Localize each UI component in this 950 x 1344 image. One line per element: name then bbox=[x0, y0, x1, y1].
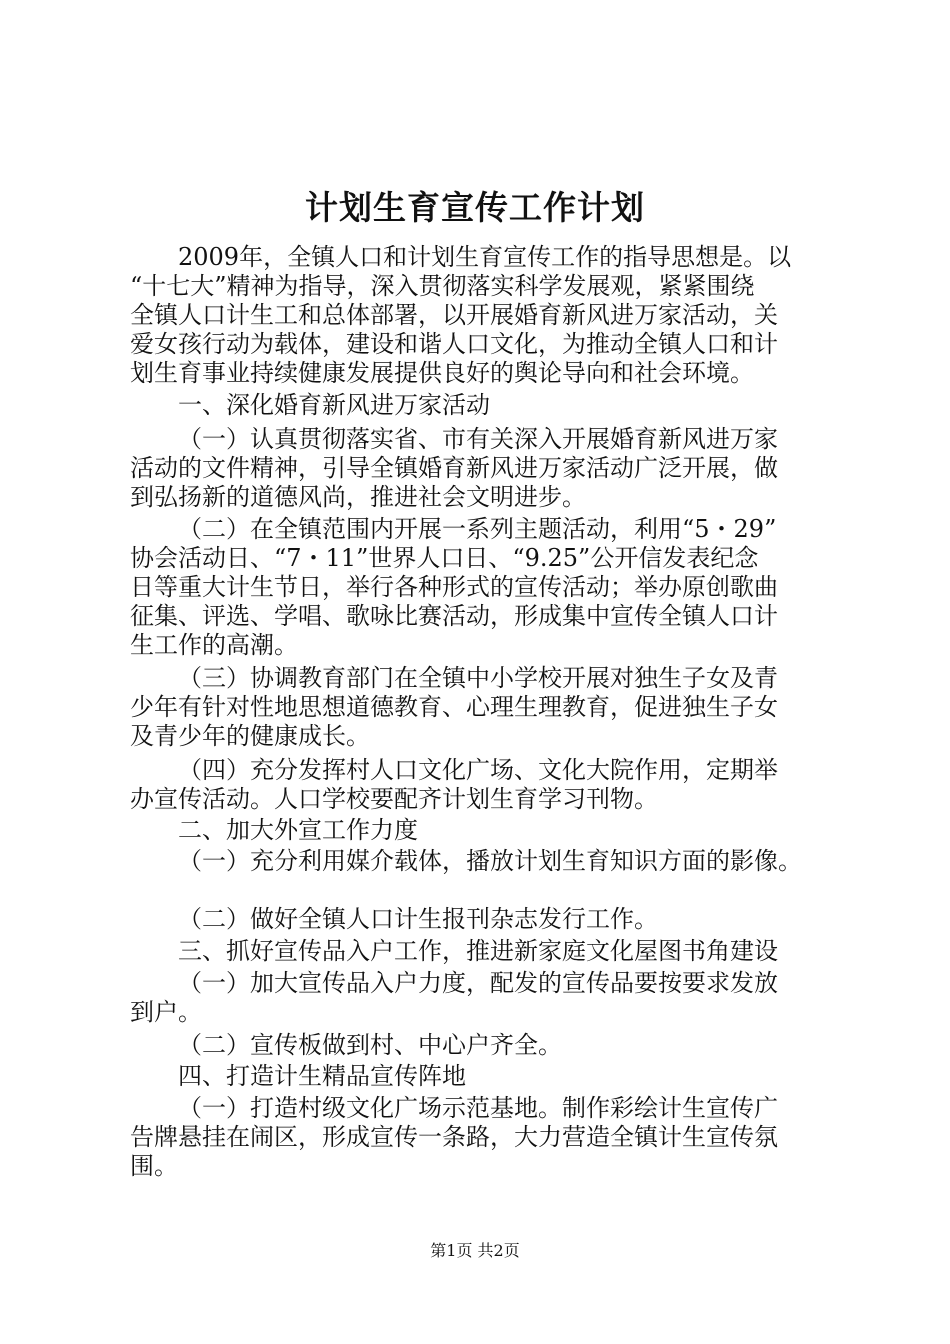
paragraph-line: 征集、评选、学唱、歌咏比赛活动，形成集中宣传全镇人口计 bbox=[130, 602, 778, 630]
section-heading: 四、打造计生精品宣传阵地 bbox=[178, 1062, 466, 1090]
page-number-footer: 第1页 共2页 bbox=[430, 1241, 520, 1260]
paragraph-line: （一）加大宣传品入户力度，配发的宣传品要按要求发放 bbox=[178, 969, 778, 997]
paragraph-line: 2009年，全镇人口和计划生育宣传工作的指导思想是。以 bbox=[178, 243, 792, 271]
paragraph-line: （三）协调教育部门在全镇中小学校开展对独生子女及青 bbox=[178, 664, 778, 692]
paragraph-line: 全镇人口计生工和总体部署，以开展婚育新风进万家活动，关 bbox=[130, 301, 778, 329]
paragraph-line: 协会活动日、“7・11”世界人口日、“9.25”公开信发表纪念 bbox=[130, 544, 759, 572]
paragraph-line: 少年有针对性地思想道德教育、心理生理教育，促进独生子女 bbox=[130, 693, 778, 721]
paragraph-line: 生工作的高潮。 bbox=[130, 631, 298, 659]
section-heading: 二、加大外宣工作力度 bbox=[178, 816, 418, 844]
paragraph-line: （一）打造村级文化广场示范基地。制作彩绘计生宣传广 bbox=[178, 1094, 778, 1122]
paragraph-line: 日等重大计生节日，举行各种形式的宣传活动；举办原创歌曲 bbox=[130, 573, 778, 601]
paragraph-line: （一）认真贯彻落实省、市有关深入开展婚育新风进万家 bbox=[178, 425, 778, 453]
document-title: 计划生育宣传工作计划 bbox=[305, 188, 645, 227]
paragraph-line: （二）宣传板做到村、中心户齐全。 bbox=[178, 1031, 562, 1059]
paragraph-line: 告牌悬挂在闹区，形成宣传一条路，大力营造全镇计生宣传氛 bbox=[130, 1123, 778, 1151]
paragraph-line: 活动的文件精神，引导全镇婚育新风进万家活动广泛开展，做 bbox=[130, 454, 778, 482]
paragraph-line: 划生育事业持续健康发展提供良好的舆论导向和社会环境。 bbox=[130, 359, 754, 387]
paragraph-line: （四）充分发挥村人口文化广场、文化大院作用，定期举 bbox=[178, 756, 778, 784]
paragraph-line: （二）在全镇范围内开展一系列主题活动，利用“5・29” bbox=[178, 515, 777, 543]
section-heading: 一、深化婚育新风进万家活动 bbox=[178, 391, 490, 419]
paragraph-line: 到户。 bbox=[130, 998, 202, 1026]
paragraph-line: 到弘扬新的道德风尚，推进社会文明进步。 bbox=[130, 483, 586, 511]
paragraph-line: 围。 bbox=[130, 1152, 178, 1180]
paragraph-line: （一）充分利用媒介载体，播放计划生育知识方面的影像。 bbox=[178, 847, 802, 875]
paragraph-line: （二）做好全镇人口计生报刊杂志发行工作。 bbox=[178, 905, 658, 933]
paragraph-line: “十七大”精神为指导，深入贯彻落实科学发展观，紧紧围绕 bbox=[130, 272, 755, 300]
section-heading: 三、抓好宣传品入户工作，推进新家庭文化屋图书角建设 bbox=[178, 937, 778, 965]
paragraph-line: 爱女孩行动为载体，建设和谐人口文化，为推动全镇人口和计 bbox=[130, 330, 778, 358]
paragraph-line: 办宣传活动。人口学校要配齐计划生育学习刊物。 bbox=[130, 785, 658, 813]
paragraph-line: 及青少年的健康成长。 bbox=[130, 722, 370, 750]
